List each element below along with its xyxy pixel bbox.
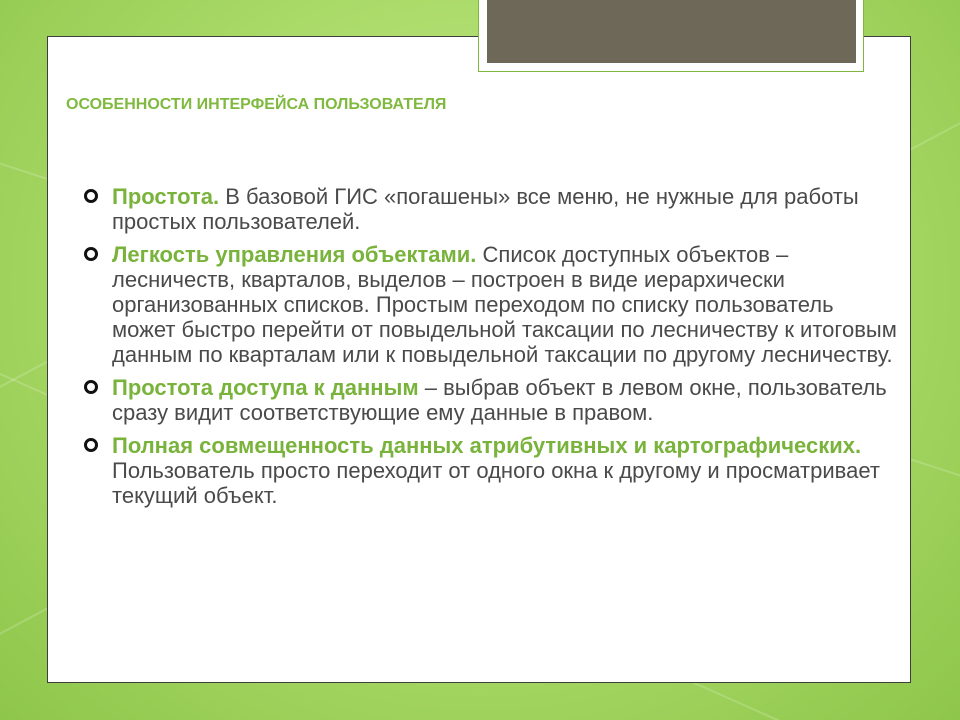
header-decoration-box — [487, 0, 856, 63]
list-item — [82, 433, 902, 508]
item-lead: Простота. — [112, 184, 220, 209]
ring-bullet-icon — [84, 247, 98, 261]
item-text: Пользователь просто переходит от одного окна к другому и просматривает текущий объект. — [112, 458, 880, 508]
list-item — [82, 184, 902, 234]
ring-bullet-icon — [84, 380, 98, 394]
item-text: В базовой ГИС «погашены» все меню, не нужные для работы простых пользователей. — [112, 184, 859, 234]
bullet-list — [82, 184, 902, 516]
slide-title: ОСОБЕННОСТИ ИНТЕРФЕЙСА ПОЛЬЗОВАТЕЛЯ — [66, 96, 447, 113]
ring-bullet-icon — [84, 189, 98, 203]
list-item — [82, 242, 902, 367]
item-lead: Легкость управления объектами. — [112, 242, 477, 267]
item-lead: Полная совмещенность данных атрибутивных и картографических. — [112, 433, 862, 458]
item-text: Список доступных объектов – лесничеств, кварталов, выделов – построен в виде иерархически организованных списков. Простым переходом по списку пользователь может быстро перейти от повыдельной таксации по лесничеству к итоговым данным по кварталам или к повыдельной таксации по другому лесничеству. — [112, 242, 897, 367]
item-lead: Простота доступа к данным — [112, 375, 419, 400]
ring-bullet-icon — [84, 438, 98, 452]
list-item — [82, 375, 902, 425]
item-text: – выбрав объект в левом окне, пользователь сразу видит соответствующие ему данные в правом. — [112, 375, 887, 425]
